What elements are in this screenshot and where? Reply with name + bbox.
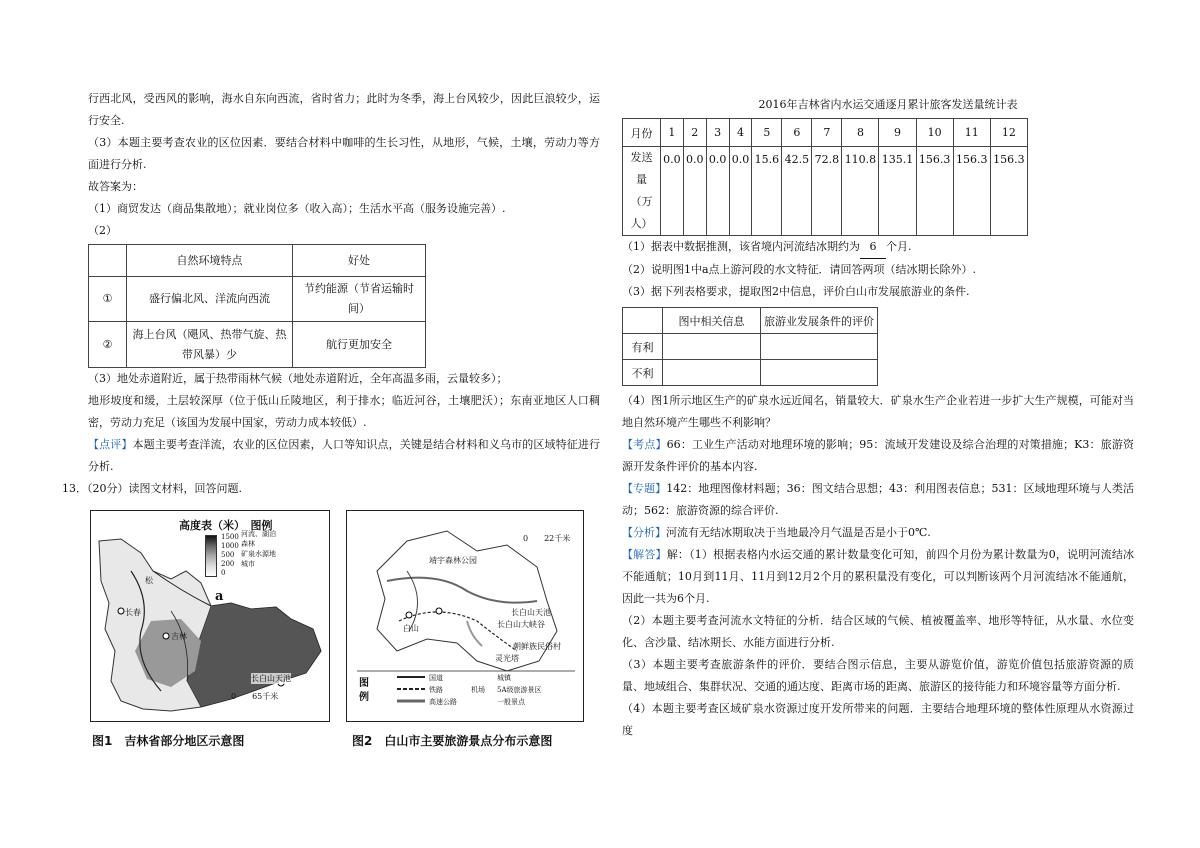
table-cell: 0.0: [706, 147, 729, 236]
paragraph: （3）本题主要考查农业的区位因素．要结合材料中咖啡的生长习性，从地形，气候，土壤，劳动力等方面进行分析.: [88, 136, 600, 171]
figure-1-map: [90, 510, 330, 722]
zhuanti-paragraph: [622, 478, 1134, 522]
comment-text: 本题主要考查洋流，农业的区位因素，人口等知识点，关键是结合材料和义乌市的区域特征进行分析.: [88, 438, 601, 473]
legend-item: 高速公路: [429, 698, 457, 706]
comment-paragraph: [88, 434, 600, 478]
table-cell: [663, 334, 761, 360]
fenxi-tag: 【分析】: [622, 526, 666, 539]
legend-item: 矿泉水源地: [241, 550, 276, 558]
paragraph: （2）: [88, 224, 117, 237]
paragraph: （1）商贸发达（商品集散地）；就业岗位多（收入高）；生活水平高（服务设施完善）.: [88, 202, 506, 215]
table-cell: 42.5: [782, 147, 812, 236]
zhuanti-text: 142：地理图像材料题；36：图文结合思想；43：利用图表信息；531：区域地理环境与人类活动；562：旅游资源的综合评价.: [622, 482, 1134, 517]
table-cell: 72.8: [812, 147, 842, 236]
table-cell: [761, 360, 878, 386]
table-cell: 11: [953, 119, 990, 147]
elevation-scale-bar: [205, 535, 217, 577]
figure-1-caption: 图1 吉林省部分地区示意图: [92, 734, 245, 748]
table-cell: 156.3: [953, 147, 990, 236]
kaodian-text: 66：工业生产活动对地理环境的影响；95：流域开发建设及综合治理的对策措施；K3：旅游资源开发条件评价的基本内容.: [622, 438, 1134, 473]
comment-tag: 【点评】: [88, 438, 133, 451]
answer-2: （2）本题主要考查河流水文特征的分析．结合区域的气候、植被覆盖率、地形等特征，从水量、水位变化、含沙量、结冰期长、水能方面进行分析.: [622, 614, 1134, 649]
table-cell: [623, 308, 663, 334]
table-cell: 135.1: [879, 147, 916, 236]
elevation-value: 500: [221, 551, 235, 559]
right-column: [622, 96, 1134, 742]
table-cell: 节约能源（节省运输时间）: [293, 277, 426, 322]
table-cell: [663, 360, 761, 386]
left-column: [62, 88, 601, 500]
legend-item: 森林: [241, 540, 255, 548]
question-text: （1）据表中数据推测，该省境内河流结冰期约为: [622, 240, 860, 253]
map-label: 朝鲜族民俗村: [513, 642, 561, 651]
table-cell: 6: [782, 119, 812, 147]
table-cell: 航行更加安全: [293, 322, 426, 368]
jieda-tag: 【解答】: [622, 548, 667, 561]
paragraph: 地形坡度和缓，土层较深厚（位于低山丘陵地区，利于排水；临近河谷，土壤肥沃）；东南亚地区人口稠密，劳动力充足（该国为发展中国家，劳动力成本较低）.: [88, 394, 600, 429]
fenxi-text: 河流有无结冰期取决于当地最冷月气温是否是小于0℃.: [666, 526, 931, 539]
table-title: 2016年吉林省内水运交通逐月累计旅客发送量统计表: [758, 98, 1018, 111]
table-cell: 9: [879, 119, 916, 147]
figure-2-map: [346, 510, 584, 722]
question-title: 13．（20分）读图文材料，回答问题.: [62, 482, 242, 495]
kaodian-paragraph: [622, 434, 1134, 478]
question-4: （4）图1所示地区生产的矿泉水远近闻名，销量较大．矿泉水生产企业若进一步扩大生产规模，可能对当地自然环境产生哪些不利影响？: [622, 394, 1134, 429]
table-cell: 12: [990, 119, 1027, 147]
elevation-value: 200: [221, 560, 235, 568]
table-cell: 3: [706, 119, 729, 147]
map-label: 白山: [403, 624, 419, 633]
kaodian-tag: 【考点】: [622, 438, 667, 451]
map-label: 靖宇森林公园: [429, 556, 477, 565]
question-1: [622, 236, 1134, 259]
map-label: 灵光塔: [495, 654, 519, 663]
point-a-label: a: [215, 589, 224, 604]
table-cell: 15.6: [752, 147, 782, 236]
paragraph: （3）地处赤道附近，属于热带雨林气候（地处赤道附近，全年高温多雨，云量较多）；: [88, 372, 508, 385]
question-3: （3）据下列表格要求，提取图2中信息，评价白山市发展旅游业的条件.: [622, 285, 970, 298]
table-cell: 5: [752, 119, 782, 147]
answer-3: （3）本题主要考查旅游条件的评价．要结合图示信息，主要从游览价值，游览价值包括旅游资源的质量、地域组合、集群状况、交通的通达度、距离市场的距离、旅游区的接待能力和环境容量等方面分析.: [622, 658, 1134, 693]
legend-items: [241, 529, 276, 569]
table-cell: 7: [812, 119, 842, 147]
zhuanti-tag: 【专题】: [622, 482, 667, 495]
answer-table: [88, 244, 426, 368]
table-header: 自然环境特点: [127, 245, 293, 277]
table-cell: [761, 334, 878, 360]
legend-item: 5A级旅游景区: [497, 686, 542, 694]
passenger-table: [622, 118, 1028, 236]
jieda-paragraph: [622, 544, 1134, 610]
table-cell: 156.3: [990, 147, 1027, 236]
table-cell: 4: [729, 119, 752, 147]
paragraph: 行西北风，受西风的影响，海水自东向西流，省时省力；此时为冬季，海上台风较少，因此巨浪较少，运行安全.: [88, 92, 600, 127]
legend-item: 一般景点: [497, 698, 525, 706]
table-header: 旅游业发展条件的评价: [761, 308, 878, 334]
table-cell: 110.8: [842, 147, 879, 236]
legend-item: 城市: [241, 560, 255, 568]
legend-item: 国道: [429, 674, 443, 682]
fenxi-paragraph: [622, 522, 1134, 544]
legend-title: 图例: [359, 678, 369, 703]
legend-item: 城镇: [497, 674, 511, 682]
table-cell: [89, 245, 127, 277]
table-cell: ①: [89, 277, 127, 322]
table-header: 好处: [293, 245, 426, 277]
paragraph: 故答案为：: [88, 180, 143, 193]
table-cell: 盛行偏北风、洋流向西流: [127, 277, 293, 322]
elevation-value: 1500: [221, 533, 239, 541]
table-header: 图中相关信息: [663, 308, 761, 334]
figure-2-caption: 图2 白山市主要旅游景点分布示意图: [352, 734, 553, 748]
table-cell: 0.0: [683, 147, 706, 236]
table-cell: 156.3: [916, 147, 953, 236]
legend-item: 铁路: [429, 686, 443, 694]
map-label: 长白山天池: [251, 674, 291, 683]
table-cell: 8: [842, 119, 879, 147]
scale-label: 0 65千米: [231, 692, 279, 701]
elevation-values: [221, 533, 239, 578]
map-label: 长白山大峡谷: [497, 620, 545, 629]
table-cell: 2: [683, 119, 706, 147]
table-cell: 海上台风（飓风、热带气旋、热带风暴）少: [127, 322, 293, 368]
table-cell: 有利: [623, 334, 663, 360]
table-header: 发送量（万人）: [623, 147, 661, 236]
table-cell: 0.0: [729, 147, 752, 236]
map-label: 长白山天池: [511, 608, 551, 617]
table-header: 月份: [623, 119, 661, 147]
map-label: 吉林: [171, 632, 187, 641]
legend-title: 高度表（米） 图例: [179, 519, 273, 532]
table-cell: 10: [916, 119, 953, 147]
question-text: 个月.: [886, 240, 912, 253]
table-cell: 不利: [623, 360, 663, 386]
elevation-value: 0: [221, 569, 226, 577]
elevation-value: 1000: [221, 542, 239, 550]
evaluation-table: [622, 307, 878, 386]
map-label: 松: [145, 576, 153, 585]
map-label: 长春: [125, 608, 141, 617]
answer-blank: 6: [860, 236, 886, 259]
jieda-text: 解：（1）根据表格内水运交通的累计数量变化可知，前四个月份为累计数量为0，说明河流结冰不能通航；10月到11月、11月到12月2个月的累积量没有变化，可以判断该两个月河流结冰不能通航，因此一共为6个月.: [622, 548, 1135, 605]
table-cell: ②: [89, 322, 127, 368]
question-2: （2）说明图1中a点上游河段的水文特征．请回答两项（结冰期长除外）.: [622, 263, 977, 276]
legend-item: 河流、湖泊: [241, 530, 276, 538]
legend-item: 机场: [471, 686, 485, 694]
scale-label: 0 22千米: [523, 534, 571, 543]
answer-4: （4）本题主要考查区域矿泉水资源过度开发所带来的问题．主要结合地理环境的整体性原理从水资源过度: [622, 702, 1134, 737]
table-cell: 0.0: [661, 147, 684, 236]
table-cell: 1: [661, 119, 684, 147]
